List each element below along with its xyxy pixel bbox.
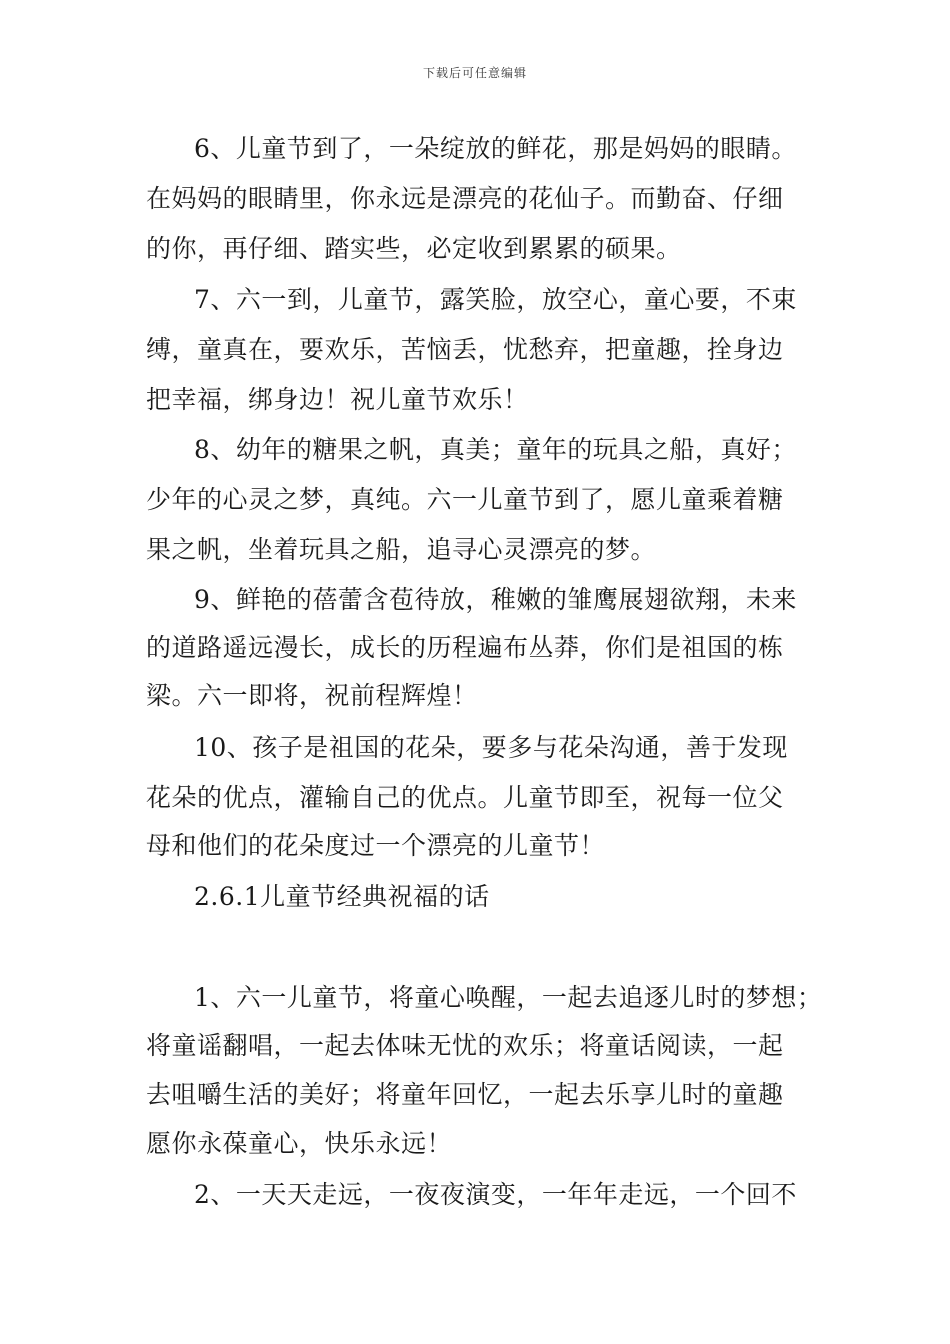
paragraph-line: 梁。六一即将，祝前程辉煌！ [146, 681, 478, 710]
paragraph-line: 少年的心灵之梦，真纯。六一儿童节到了，愿儿童乘着糖 [146, 485, 784, 514]
paragraph-line: 将童谣翻唱，一起去体味无忧的欢乐；将童话阅读，一起 [146, 1031, 784, 1060]
paragraph-line: 6、儿童节到了，一朵绽放的鲜花，那是妈妈的眼睛。 [194, 134, 797, 163]
paragraph-line: 在妈妈的眼睛里，你永远是漂亮的花仙子。而勤奋、仔细 [146, 184, 784, 213]
paragraph-line: 10、孩子是祖国的花朵，要多与花朵沟通，善于发现 [194, 733, 788, 762]
paragraph-line: 愿你永葆童心，快乐永远！ [146, 1129, 453, 1158]
paragraph-line: 果之帆，坐着玩具之船，追寻心灵漂亮的梦。 [146, 535, 657, 564]
section-heading: 2.6.1儿童节经典祝福的话 [194, 882, 490, 911]
paragraph-line: 1、六一儿童节，将童心唤醒，一起去追逐儿时的梦想； [194, 983, 823, 1012]
paragraph-line: 8、幼年的糖果之帆，真美；童年的玩具之船，真好； [194, 435, 797, 464]
paragraph-line: 把幸福，绑身边！祝儿童节欢乐！ [146, 385, 529, 414]
paragraph-line: 的你，再仔细、踏实些，必定收到累累的硕果。 [146, 234, 682, 263]
paragraph-line: 的道路遥远漫长，成长的历程遍布丛莽，你们是祖国的栋 [146, 633, 784, 662]
paragraph-line: 9、鲜艳的蓓蕾含苞待放，稚嫩的雏鹰展翅欲翔，未来 [194, 585, 797, 614]
paragraph-line: 花朵的优点，灌输自己的优点。儿童节即至，祝每一位父 [146, 783, 784, 812]
paragraph-line: 母和他们的花朵度过一个漂亮的儿童节！ [146, 831, 606, 860]
paragraph-line: 去咀嚼生活的美好；将童年回忆，一起去乐享儿时的童趣 [146, 1080, 784, 1109]
paragraph-line: 2、一天天走远，一夜夜演变，一年年走远，一个回不 [194, 1180, 797, 1209]
paragraph-line: 缚，童真在，要欢乐，苦恼丢，忧愁弃，把童趣，拴身边 [146, 335, 784, 364]
page-header-note: 下载后可任意编辑 [422, 66, 527, 80]
paragraph-line: 7、六一到，儿童节，露笑脸，放空心，童心要，不束 [194, 285, 797, 314]
